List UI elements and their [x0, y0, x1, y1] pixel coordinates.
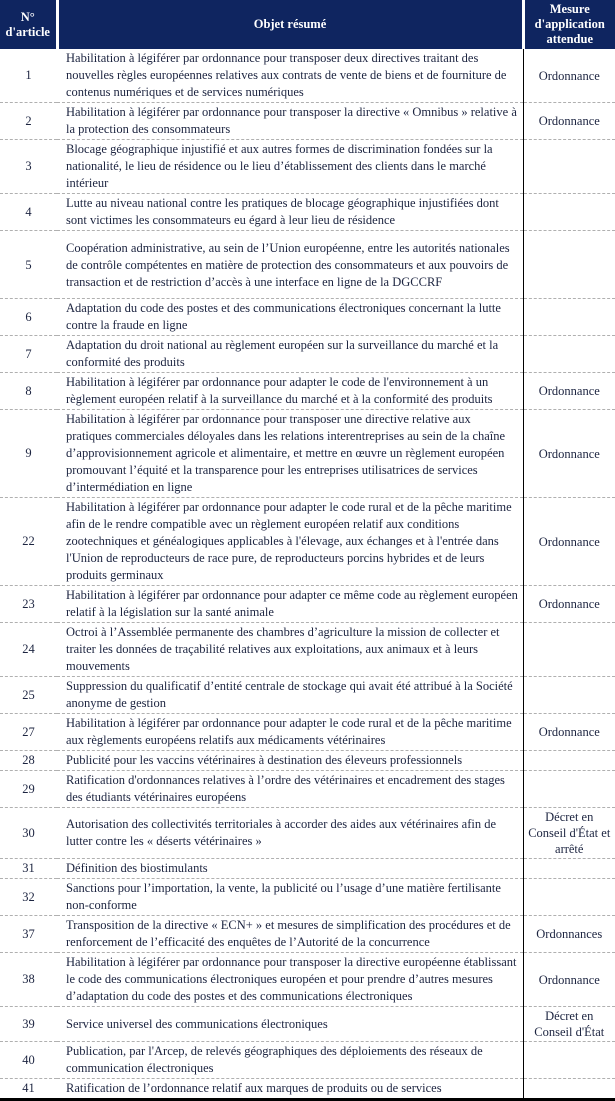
mesure-application-cell: [523, 231, 615, 299]
table-row: [0, 49, 615, 103]
table-row: [0, 231, 615, 299]
mesure-application-cell: Décret en Conseil d'État et arrêté: [523, 808, 615, 859]
article-number-cell: 9: [0, 410, 57, 498]
objet-resume-cell: Habilitation à légiférer par ordonnance pour adapter ce même code au règlement européen relatif à la législation sur la santé animale: [57, 586, 523, 623]
article-number-cell: 37: [0, 916, 57, 953]
article-number-cell: 38: [0, 953, 57, 1007]
objet-resume-cell: Habilitation à légiférer par ordonnance pour transposer deux directives traitant des nouvelles règles européennes relatives aux contrats de vente de biens et de fourniture de contenus numériques et de services numériques: [66, 51, 507, 99]
table-row: [0, 916, 615, 953]
mesure-application-cell: [523, 677, 615, 714]
objet-resume-cell: Habilitation à légiférer par ordonnance pour adapter le code rural et de la pêche maritime afin de le rendre compatible avec un règlement européen relatif aux conditions zootechniques et généalogiques applicables à l'élevage, aux échanges et à l'entrée dans l'Union de reproducteurs de race pure, de reproducteurs porcins hybrides et de leurs produits germinaux: [57, 498, 523, 586]
mesure-application-cell: [523, 1079, 615, 1100]
table-row: [0, 677, 615, 714]
objet-resume-cell: Sanctions pour l’importation, la vente, la publicité ou l’usage d’une matière fertilisante non-conforme: [57, 879, 523, 916]
objet-resume-cell: Habilitation à légiférer par ordonnance pour adapter le code de l'environnement à un règlement européen relatif à la surveillance du marché et à la conformité des produits: [57, 373, 523, 410]
mesure-application-cell: [523, 194, 615, 231]
article-number-cell: 2: [0, 103, 57, 140]
mesure-application-cell: Ordonnance: [523, 49, 615, 103]
objet-resume-cell: Publicité pour les vaccins vétérinaires à destination des éleveurs professionnels: [57, 751, 523, 771]
article-number-cell: 7: [0, 336, 57, 373]
table-row: [0, 623, 615, 677]
table-row: [0, 103, 615, 140]
article-number-cell: 30: [0, 808, 57, 859]
header-objet-resume: Objet résumé: [57, 0, 523, 49]
article-number-cell: 29: [0, 771, 57, 808]
table-row: [0, 1042, 615, 1079]
header-row: [0, 0, 615, 49]
objet-resume-cell: Habilitation à légiférer par ordonnance pour transposer une directive relative aux pratiques commerciales déloyales dans les relations interentreprises au sein de la chaîne d’approvisionnement agricole et alimentaire, et mettre en œuvre un règlement européen promouvant l’équité et la transparence pour les entreprises utilisatrices de services d’intermédiation en ligne: [57, 410, 523, 498]
mesure-application-cell: [523, 299, 615, 336]
objet-resume-cell: Service universel des communications électroniques: [57, 1007, 523, 1042]
article-number-cell: 31: [0, 859, 57, 879]
mesure-application-cell: Décret en Conseil d'État: [523, 1007, 615, 1042]
article-number-cell: 39: [0, 1007, 57, 1042]
article-number-cell: 25: [0, 677, 57, 714]
mesure-application-cell: [523, 859, 615, 879]
objet-resume-cell: Octroi à l’Assemblée permanente des chambres d’agriculture la mission de collecter et traiter les données de traçabilité relatives aux exploitations, aux animaux et à leurs mouvements: [57, 623, 523, 677]
table-row: [0, 299, 615, 336]
objet-resume-cell: Publication, par l'Arcep, de relevés géographiques des déploiements des réseaux de communication électroniques: [57, 1042, 523, 1079]
objet-resume-cell: Habilitation à légiférer par ordonnance pour adapter le code rural et de la pêche maritime aux règlements européens relatifs aux médicaments vétérinaires: [57, 714, 523, 751]
mesure-application-cell: [523, 336, 615, 373]
table-row: [0, 1007, 615, 1042]
objet-resume-cell: Suppression du qualificatif d’entité centrale de stockage qui avait été attribué à la Société anonyme de gestion: [57, 677, 523, 714]
mesure-application-cell: Ordonnance: [523, 373, 615, 410]
objet-resume-cell: Autorisation des collectivités territoriales à accorder des aides aux vétérinaires afin de lutter contre les « déserts vétérinaires »: [57, 808, 523, 859]
article-number-cell: 27: [0, 714, 57, 751]
article-number-cell: 1: [25, 68, 32, 82]
table-row: [0, 373, 615, 410]
table-header: [0, 0, 615, 49]
objet-resume-cell: Lutte au niveau national contre les pratiques de blocage géographique injustifiées dont sont victimes les consommateurs eu égard à leur lieu de résidence: [57, 194, 523, 231]
mesure-application-cell: [523, 1042, 615, 1079]
mesure-application-cell: Ordonnances: [523, 916, 615, 953]
table-row: [0, 953, 615, 1007]
article-number-cell: 3: [0, 140, 57, 194]
objet-resume-cell: Ratification de l’ordonnance relatif aux marques de produits ou de services: [57, 1079, 523, 1100]
table-row: [0, 1079, 615, 1100]
table-row: [0, 194, 615, 231]
mesure-application-cell: [523, 140, 615, 194]
objet-resume-cell: Adaptation du code des postes et des communications électroniques concernant la lutte contre la fraude en ligne: [57, 299, 523, 336]
article-number-cell: 4: [0, 194, 57, 231]
objet-resume-cell: Définition des biostimulants: [57, 859, 523, 879]
mesure-application-cell: [523, 751, 615, 771]
table-row: [0, 714, 615, 751]
mesure-application-cell: [523, 771, 615, 808]
article-number-cell: 22: [0, 498, 57, 586]
objet-resume-cell: Ratification d'ordonnances relatives à l’ordre des vétérinaires et encadrement des stages des étudiants vétérinaires européens: [57, 771, 523, 808]
mesure-application-cell: [523, 623, 615, 677]
article-number-cell: 41: [0, 1079, 57, 1100]
objet-resume-cell: Habilitation à légiférer par ordonnance pour transposer la directive européenne établissant le code des communications électroniques européen et pour prendre d’autres mesures d’adaptation du code des postes et des communications électroniques: [57, 953, 523, 1007]
mesure-application-cell: Ordonnance: [523, 103, 615, 140]
table-row: [0, 498, 615, 586]
article-number-cell: 5: [0, 231, 57, 299]
table-row: [0, 140, 615, 194]
objet-resume-cell: Transposition de la directive « ECN+ » et mesures de simplification des procédures et de renforcement de l’efficacité des enquêtes de l’Autorité de la concurrence: [57, 916, 523, 953]
article-number-cell: 24: [0, 623, 57, 677]
article-number-cell: 28: [0, 751, 57, 771]
objet-resume-cell: Adaptation du droit national au règlement européen sur la surveillance du marché et la conformité des produits: [57, 336, 523, 373]
objet-resume-cell: Coopération administrative, au sein de l’Union européenne, entre les autorités nationales de contrôle compétentes en matière de protection des consommateurs et aux pouvoirs de transaction et de restriction d’accès à une interface en ligne de la DGCCRF: [57, 231, 523, 299]
article-number-cell: 6: [0, 299, 57, 336]
objet-resume-cell: Habilitation à légiférer par ordonnance pour transposer la directive « Omnibus » relative à la protection des consommateurs: [57, 103, 523, 140]
article-number-cell: 23: [0, 586, 57, 623]
table-row: [0, 751, 615, 771]
table-row: [0, 879, 615, 916]
table-row: [0, 410, 615, 498]
mesure-application-cell: Ordonnance: [523, 410, 615, 498]
mesure-application-cell: Ordonnance: [523, 586, 615, 623]
header-article-number: N° d'article: [0, 0, 57, 49]
article-number-cell: 8: [0, 373, 57, 410]
objet-resume-cell: Blocage géographique injustifié et aux autres formes de discrimination fondées sur la nationalité, le lieu de résidence ou le lieu d’établissement des clients dans le marché intérieur: [57, 140, 523, 194]
table-body: [0, 49, 615, 1100]
table-row: [0, 808, 615, 859]
mesure-application-cell: Ordonnance: [523, 498, 615, 586]
header-mesure-application: Mesure d'application attendue: [523, 0, 615, 49]
table-row: [0, 586, 615, 623]
table-row: [0, 771, 615, 808]
table-row: [0, 336, 615, 373]
mesure-application-cell: Ordonnance: [523, 953, 615, 1007]
article-number-cell: 32: [0, 879, 57, 916]
table-row: [0, 859, 615, 879]
mesure-application-cell: Ordonnance: [523, 714, 615, 751]
article-number-cell: 40: [0, 1042, 57, 1079]
mesure-application-cell: [523, 879, 615, 916]
